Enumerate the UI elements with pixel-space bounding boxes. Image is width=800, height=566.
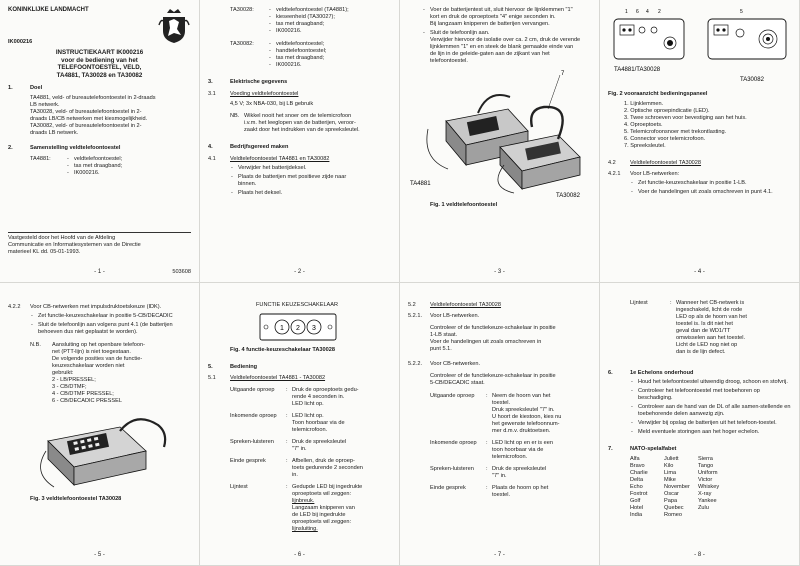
row-incoming-call: Inkomende oproep : LED licht op. Toon hoorbaar via de telemicrofoon. (230, 412, 345, 433)
section-3-1-heading: 3.1 Voeding veldtelefoontoestel (208, 90, 299, 97)
label-ta4881-ta30028: TA4881/TA30028 (614, 67, 661, 73)
approval-footer: Vastgesteld door het Hoofd van de Afdeling Communicatie en Informatiesystemen van de Directie materieel KL dd. 05-01-1993. (8, 232, 191, 256)
figure-3-ta30028 (28, 411, 188, 493)
figure-2-caption: Fig. 2 vooraanzicht bedieningspaneel (608, 91, 708, 97)
section-4-2-heading: 4.2 Veldtelefoontoestel TA30028 (608, 159, 702, 166)
callout-5: 5 (740, 9, 743, 15)
page-number: - 8 - (694, 551, 705, 558)
composition-ta4881: TA4881: - veldtelefoontoestel; - tas met draagband; - IK000216. (8, 156, 191, 177)
nb-note: NB. Wikkel nooit het snoer om de telemicrofoon i.v.m. het leeglopen van de batterijen, veroor- zaakt door het indrukken van de spreeksleutel. (230, 112, 360, 133)
label-ta30082: TA30082 (740, 77, 764, 83)
maintenance-steps: - Houd het telefoontoestel uitwendig droog, schoon en stofvrij. - Controleer het telefoontoestel met toebehoren op beschadiging. - Controleer aan de hand van de DL of alle samen-stellende en toebehorende delen aanwezig zijn. - Verwijder bij opslag de batterijen uit het telefoon-toestel. - Meld eventuele storingen aan het hoger echelon. (608, 379, 791, 436)
figure-2-legend: 1. Lijnklemmen. 2. Optische oproepindicatie (LED). 3. Twee schroeven voor bevestiging aan het huis. 4. Oproeptoets. 5. Telemicrofoonsnoer met trekontlasting. 6. Connector voor telemicrofoon. 7. Spreeksleutel. (624, 100, 747, 149)
nato-word: Charlie (630, 469, 648, 476)
nato-word: Delta (630, 476, 644, 483)
nato-word: Hotel (630, 504, 644, 511)
nato-word: Kilo (664, 462, 674, 469)
section-1-text: TA4881, veld- of bureautelefoontoestel in 2-draads LB netwerk. TA30028, veld- of bureautelefoontoestel in 2- draads LB/CB netwerken met kiesmogelijkheid. TA30082, veld- of bureautelefoontoestel in 2- draads LB netwerk. (30, 95, 156, 137)
page-6 (200, 283, 400, 566)
section-2-heading: 2. Samenstelling veldtelefoontoestel (8, 145, 121, 152)
page-number: - 2 - (294, 268, 305, 275)
callout-7: 7 (561, 70, 565, 77)
function-switch-box-title: FUNCTIE KEUZESCHAKELAAR (256, 302, 339, 308)
row-outgoing-call: Uitgaande oproep : Druk de oproeptoets gedu- rende 4 seconden in. LED licht op. (230, 386, 359, 407)
row-line-test: Lijntest : Gedupde LED bij ingedrukte oproeptoets wil zeggen: lijnbreuk. Langzaam knipperen van de LED bij ingedrukte oproeptoets wil zeggen: lijnsluiting. (230, 483, 363, 532)
row-end-call: Einde gesprek : Plaats de hoorn op het toestel. (430, 484, 549, 498)
label-ta4881: TA4881 (410, 180, 431, 187)
nato-word: Whiskey (698, 483, 720, 490)
section-3-heading: 3. Elektrische gegevens (208, 78, 288, 85)
section-4-1-steps: - Verwijder het batterijdeksel. - Plaats de batterijen met positieve zijde naar binnen. - Plaats het deksel. (208, 165, 391, 197)
callout-6: 6 (636, 9, 639, 15)
page-5 (0, 283, 200, 566)
callout-2: 2 (658, 9, 661, 15)
nato-word: Yankee (698, 497, 717, 504)
nato-alphabet-grid (608, 456, 791, 519)
nato-word: Papa (664, 497, 678, 504)
nato-word: Golf (630, 497, 641, 504)
nato-word: Mike (664, 476, 676, 483)
nato-word: Uniform (698, 469, 718, 476)
divider (8, 232, 191, 233)
nato-word: Victor (698, 476, 713, 483)
section-5-2-1-text: Controleer of de functiekeuze-schakelaar in positie 1-LB staat. Voer de handelingen uit zoals omschreven in punt 5.1. (430, 324, 556, 352)
callout-4: 4 (646, 9, 649, 15)
section-4-2-2-steps: - Zet functie-keuzeschakelaar in positie 5-CB/DECADIC - Sluit de telefoonlijn aan volgens punt 4.1 (de batterijen behoeven dus niet geplaatst te worden). (8, 313, 191, 336)
figure-4-function-switch (208, 312, 392, 342)
royal-army-crest-icon (157, 7, 191, 45)
composition-ta30028: TA30028: - veldtelefoontoestel (TA4881); - kieseenheid (TA30027); - tas met draagband; - IK000216. (208, 7, 391, 35)
section-5-heading: 5. Bediening (208, 363, 258, 370)
switch-position-1: 1 (280, 324, 284, 332)
switch-position-3: 3 (312, 324, 316, 332)
page-4 (600, 0, 800, 283)
section-7-heading: 7. NATO-spelalfabet (608, 445, 677, 452)
nato-word: Lima (664, 469, 677, 476)
nato-word: Juliett (664, 455, 679, 462)
cb-operation-table (408, 393, 591, 499)
nato-word: November (664, 483, 690, 490)
page-number: - 6 - (294, 551, 305, 558)
cb-line-test: Lijntest : Wanneer het CB-netwerk is ingeschakeld, licht de rode LED op als de hoorn van het toestel is. Is dit niet het geval dan de WD1/TT omwisselen aan het toestel. Licht de LED nog niet op dan is de lijn defect. (630, 300, 747, 355)
org-name: KONINKLIJKE LANDMACHT (8, 7, 89, 13)
nato-word: X-ray (698, 490, 712, 497)
row-incoming-call: Inkomende oproep : LED licht op en er is een toon hoorbaar via de telemicrofoon. (430, 439, 553, 460)
section-1-heading: 1. Doel (8, 85, 43, 92)
nato-word: Sierra (698, 455, 713, 462)
section-5-2-1-heading: 5.2.1. Voor LB-netwerken. (408, 312, 480, 319)
nato-word: Alfa (630, 455, 640, 462)
nato-word: Zulu (698, 504, 709, 511)
figure-3-caption: Fig. 3 veldtelefoontoestel TA30028 (30, 495, 122, 502)
page-number: - 4 - (694, 268, 705, 275)
nato-word: Romeo (664, 511, 683, 518)
section-5-2-2-text: Controleer of de functiekeuze-schakelaar in positie 5-CB/DECADIC staat. (430, 372, 556, 386)
figure-1-caption: Fig. 1 veldtelefoontoestel (430, 201, 498, 208)
nato-word: Echo (630, 483, 643, 490)
switch-position-2: 2 (296, 324, 300, 332)
page-number: - 7 - (494, 551, 505, 558)
section-5-2-heading: 5.2 Veldtelefoontoestel TA30028 (408, 302, 502, 308)
page-7 (400, 283, 600, 566)
section-4-2-1-steps: - Zet functie-keuzeschakelaar in positie 1-LB. - Voer de handelingen uit zoals omschreven in punt 4.1. (608, 180, 791, 196)
row-talk-listen: Spreken-luisteren : Druk de spreeksleutel "7" in. (430, 465, 547, 479)
nato-word: Bravo (630, 462, 645, 469)
label-ta30082: TA30082 (556, 192, 580, 199)
nato-word: Quebec (664, 504, 684, 511)
row-talk-listen: Spreken-luisteren : Druk de spreeksleutel "7" in. (230, 438, 347, 452)
page-number: - 5 - (94, 551, 105, 558)
section-4-1-heading: 4.1 Veldtelefoontoestel TA4881 en TA30082 (208, 155, 330, 162)
nato-word: Oscar (664, 490, 679, 497)
callout-1: 1 (625, 9, 628, 15)
page-3 (400, 0, 600, 283)
nato-word: Tango (698, 462, 714, 469)
preparation-steps: - Voer de batterijentest uit, sluit hiervoor de lijnklemmen "1" kort en druk de oproeptoets "4" enige seconden in. Bij langzaam knipperen de batterijen vervangen. - Sluit de telefoonlijn aan. Verwijder hiervoor de isolatie over ca. 2 cm, druk de verende lijnklemmen "1" en en steek de blank gemaakte einde van de lijn in de geleide-gaten aan de zijkant van het telefoontoestel. (408, 7, 591, 65)
page-2 (200, 0, 400, 283)
nato-word: Foxtrot (630, 490, 648, 497)
section-4-2-2-heading: 4.2.2 Voor CB-netwerken met impulsdruktoetskeuze (IDK). (8, 304, 162, 310)
figure-1-telephone-sets (408, 69, 592, 199)
operation-table (208, 387, 391, 533)
figure-4-caption: Fig. 4 functie-keuzeschakelaar TA30028 (230, 346, 335, 353)
nato-word (698, 512, 732, 519)
power-spec: 4,5 V; 3x NBA-030, bij LB gebruik (230, 100, 314, 107)
nb-note: N.B. Aansluiting op het openbare telefoon- net (PTT-lijn) is niet toegestaan. De volgende posities van de functie- keuzeschakelaar worden niet gebruikt: 2 - LB/PRESSEL; 3 - CB/DTMF; 4 - CB/DTMF PRESSEL; 6 - CB/DECADIC PRESSEL (30, 341, 145, 404)
document-code: IK000216 (8, 38, 33, 45)
footer-code: 503608 (172, 269, 191, 276)
figure-2-control-panels (608, 7, 792, 85)
page-1 (0, 0, 200, 283)
section-4-heading: 4. Bedrijfsgereed maken (208, 143, 289, 150)
card-title: INSTRUCTIEKAART IK000216 voor de bediening van het TELEFOONTOESTEL, VELD, TA4881, TA30028 en TA30082 (55, 49, 144, 79)
section-5-2-2-heading: 5.2.2. Voor CB-netwerken. (408, 360, 481, 367)
section-4-2-1-heading: 4.2.1 Voor LB-netwerken: (608, 170, 680, 177)
page-8 (600, 283, 800, 566)
row-end-call: Einde gesprek : Afbellen, druk de oproep- toets gedurende 2 seconden in. (230, 457, 363, 478)
page-number: - 3 - (494, 268, 505, 275)
row-outgoing-call: Uitgaande oproep : Neem de hoorn van het toestel. Druk spreeksleutel "7" in. U hoort de kiestoon, kies nu het gewenste telefoonnum- mer d.m.v. druktoetsen. (430, 392, 562, 434)
section-6-heading: 6. 1e Echelons onderhoud (608, 369, 694, 376)
composition-ta30082: TA30082: - veldtelefoontoestel; - handtelefoontoestel; - tas met draagband; - IK000216. (208, 41, 391, 69)
page-number: - 1 - (94, 268, 105, 275)
nato-word: India (630, 511, 643, 518)
section-5-1-heading: 5.1 Veldtelefoontoestel TA4881 - TA30082 (208, 374, 326, 381)
